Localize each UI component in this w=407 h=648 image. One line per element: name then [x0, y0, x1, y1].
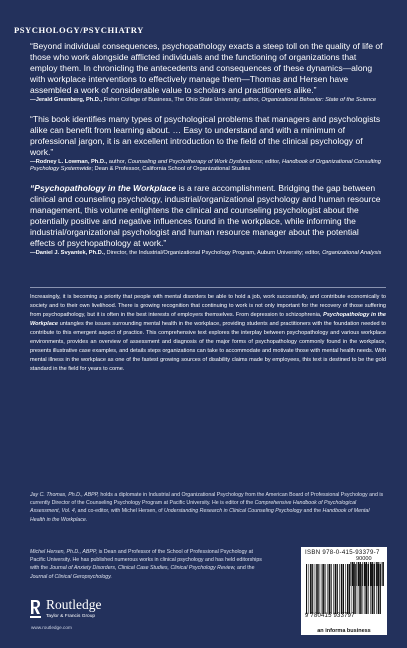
barcode-bar [347, 564, 349, 614]
barcode-bar [355, 564, 356, 614]
divider [30, 287, 386, 288]
endorsement-author: —Jerald Greenberg, Ph.D., [30, 96, 103, 103]
ean-digits: 9 780415 933797 [305, 613, 355, 619]
publisher-url[interactable]: www.routledge.com [31, 625, 72, 630]
book-description: Increasingly, it is becoming a priority that people with mental disorders be able to hold a job, work successfully, and contribute economically to society and to their own livelihood. There is growing recognition that continuing to work is not only important for the recovery of those suffering from psychopathology, but it is often in the best interests of employers themselves. From depression to schizophrenia, Psychopathology in the Workplace untangles the issues surrounding mental health in the workplace, providing students and practitioners with the foundation needed to contribute to this emergent aspect of practice. This comprehensive text explores the interplay between psychopathology and various workplace environments, provides an overview of assessment and diagnosis of the major forms of psychopathology commonly found in the workplace, presents illustrative case examples, and details steps organizations can take to accommodate and motivate those with mental health needs. With mental illness in the workplace as one of the fastest growing sources of disability claims made by employees, this text is destined to be the gold standard in the field for years to come. [30, 294, 386, 373]
endorsement-affiliation: Fisher College of Business, The Ohio State University; author, [102, 96, 262, 103]
barcode-bar [312, 564, 313, 614]
ean-barcode [306, 564, 382, 614]
endorsement-affiliation: ; editor, [261, 158, 282, 165]
routledge-mark-icon [30, 599, 41, 619]
barcode-bar [309, 564, 310, 614]
endorsement-text: “This book identifies many types of psychological problems that managers and psychologists alike can benefit from learning about. … Easy to understand and with a minimum of professional jargon, it is an excellent introduction to the field of the clinical psychology of work.” [30, 113, 381, 157]
barcode-bar [370, 564, 371, 614]
barcode-bar [318, 564, 319, 614]
bio-name: Michel Hersen, Ph.D., ABPP, [30, 549, 98, 555]
barcode-bar [378, 564, 380, 614]
endorsement-affiliation: ; Dean & Professor, California School of Organizational Studies [91, 165, 251, 172]
publisher-logo [30, 598, 140, 632]
barcode-bar [310, 564, 312, 614]
endorsement-author: —Daniel J. Svyantek, Ph.D., [30, 249, 105, 256]
barcode-bar [374, 564, 375, 614]
author-bio-hersen: Michel Hersen, Ph.D., ABPP, is Dean and Professor of the School of Professional Psychology at Pacific University. He has published numerous works in clinical psychology and has held editorships with the Journal of Anxiety Disorders, Clinical Case Studies, Clinical Psychology Review, and the Journal of Clinical Geropsychology. [30, 549, 262, 580]
barcode-bar [315, 564, 316, 614]
endorsement-text: “Beyond individual consequences, psychopathology exacts a steep toll on the quality of life of those who work alongside afflicted individuals and the functioning of organizations that employ them. In chronicling the antecedents and consequences of these dynamics—along with workplace interventions to effectively manage them—Thomas and Hersen have assembled a work of considerable value to scholars and practitioners alike.” [30, 41, 383, 95]
barcode-bar [341, 564, 343, 614]
publisher-name: Routledge [46, 597, 102, 612]
book-title: Psychopathology in the Workplace [30, 312, 386, 328]
barcode-bar [372, 564, 374, 614]
publisher-subtitle: Taylor & Francis Group [46, 614, 96, 619]
barcode-bar [365, 564, 367, 614]
endorsement-attribution [30, 250, 384, 257]
barcode-bar [335, 564, 337, 614]
barcode-bar [380, 564, 381, 614]
endorsement-attribution [30, 97, 384, 104]
informa-tagline: an informa business [317, 628, 371, 634]
barcode-bar [331, 564, 332, 614]
author-bio-thomas: Jay C. Thomas, Ph.D., ABPP, holds a diplomate in Industrial and Organizational Psychology from the American Board of Professional Psychology and is currently Director of the Counseling Psychology Program at Pacific University. He is editor of the Comprehensive Handbook of Psychological Assessment, Vol. 4, and co-editor, with Michel Hersen, of Understanding Research in Clinical Counseling Psychology and the Handbook of Mental Health in the Workplace. [30, 492, 384, 523]
barcode-bar [349, 564, 350, 614]
endorsement-book-title: “Psychopathology in the Workplace [30, 183, 177, 194]
endorsement-author: —Rodney L. Lowman, Ph.D., [30, 158, 108, 165]
endorsement-text: “Psychopathology in the Workplace is a rare accomplishment. Bridging the gap between clinical and counseling psychology, industrial/organizational psychology and human resource management, this volume enlightens the clinical and counseling psychologist about the potentially positive and negative influences found in the workplace, while informing the industrial/organizational psychologist and human resource manager about the potential effects of psychopathology at work.” [30, 183, 381, 248]
barcode-bar [316, 564, 318, 614]
endorsement-work: Organizational Analysis [322, 249, 382, 256]
barcode-bar [353, 564, 355, 614]
endorsement-2 [30, 114, 384, 173]
barcode-panel [301, 547, 387, 635]
barcode-bar [322, 564, 324, 614]
barcode-bar [358, 564, 359, 614]
bio-name: Jay C. Thomas, Ph.D., ABPP, [30, 492, 99, 498]
barcode-bar [324, 564, 325, 614]
barcode-bar [352, 564, 353, 614]
endorsement-work: Handbook of Organizational Consulting Psychology Systemwide [30, 158, 381, 172]
endorsement-3 [30, 183, 384, 257]
price-code: 90000 [356, 556, 372, 562]
barcode-bar [343, 564, 344, 614]
barcode-bar [361, 564, 362, 614]
barcode-bar [345, 564, 346, 614]
endorsements [30, 41, 384, 267]
barcode-bar [368, 564, 369, 614]
barcode-bar [376, 564, 377, 614]
barcode-bar [321, 564, 322, 614]
barcode-bar [364, 564, 365, 614]
category-label: PSYCHOLOGY/PSYCHIATRY [14, 25, 144, 35]
isbn-text: ISBN 978-0-415-93379-7 [305, 549, 380, 556]
barcode-bar [359, 564, 361, 614]
barcode-bar [329, 564, 331, 614]
endorsement-affiliation: Director, the Industrial/Organizational Psychology Program, Auburn University; editor, [104, 249, 323, 256]
endorsement-work: Counseling and Psychotherapy of Work Dysfunctions [127, 158, 262, 165]
barcode-bar [327, 564, 328, 614]
barcode-bar [337, 564, 338, 614]
endorsement-1 [30, 41, 384, 104]
endorsement-work: Organizational Behavior: State of the Science [261, 96, 377, 103]
endorsement-attribution [30, 159, 384, 174]
barcode-bar [306, 564, 307, 614]
barcode-bar [339, 564, 340, 614]
endorsement-affiliation: author, [107, 158, 128, 165]
barcode-bar [333, 564, 334, 614]
barcode-bar [382, 562, 384, 586]
